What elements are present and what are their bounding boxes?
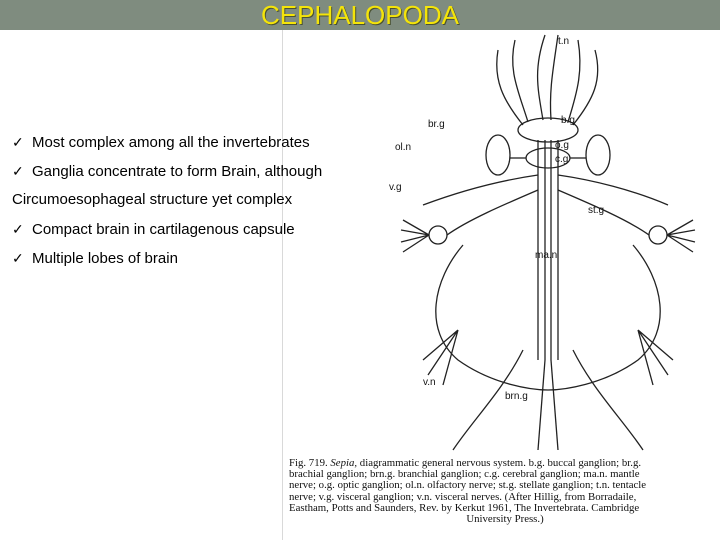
caption-species: Sepia, (330, 457, 358, 469)
label-tn: t.n (558, 36, 570, 47)
caption-line1-tail: b.g. buccal ganglion; br.g. (528, 457, 642, 469)
label-oln: ol.n (395, 142, 412, 153)
bullet-item (12, 132, 382, 161)
label-bg: b.g (561, 115, 575, 126)
label-brng: brn.g (505, 391, 528, 402)
figure-caption (289, 458, 720, 525)
bullet-text: Most complex among all the invertebrates (32, 134, 310, 151)
checkmark-icon: ✓ (12, 134, 24, 150)
label-vn: v.n (423, 377, 436, 388)
checkmark-icon: ✓ (12, 163, 24, 179)
bullet-continuation (12, 190, 382, 219)
caption-line: nerve; o.g. optic ganglion; ol.n. olfactory nerve; st.g. stellate ganglion; t.n. tentacle (289, 479, 647, 492)
checkmark-icon: ✓ (12, 221, 24, 237)
bullet-item (12, 248, 382, 277)
bullet-text: Circumoesophageal structure yet complex (12, 191, 293, 208)
bullet-item (12, 161, 382, 190)
bullet-item (12, 219, 382, 248)
bullet-text: Ganglia concentrate to form Brain, although (32, 163, 323, 180)
label-vg: v.g (389, 182, 402, 193)
label-og: o.g (555, 140, 569, 151)
caption-line: University Press.) (466, 513, 544, 526)
bullet-text: Multiple lobes of brain (32, 250, 178, 267)
label-cg: c.g (555, 154, 569, 165)
checkmark-icon: ✓ (12, 250, 24, 266)
caption-fig-number: Fig. 719. (289, 457, 328, 469)
caption-desc: diagrammatic general nervous system. (359, 457, 526, 469)
caption-line: nerve; v.g. visceral ganglion; v.n. visceral nerves. (After Hillig, from Borradaile, (289, 490, 637, 503)
label-brg: br.g (428, 119, 445, 130)
bullet-text: Compact brain in cartilagenous capsule (32, 221, 295, 238)
label-stg: st.g (588, 205, 605, 216)
caption-line: Eastham, Potts and Saunders, Rev. by Kerkut 1961, The Invertebrata. Cambridge (289, 501, 640, 514)
label-man: ma.n (535, 250, 558, 261)
caption-line: brachial ganglion; brn.g. branchial ganglion; c.g. cerebral ganglion; ma.n. mantle (289, 468, 640, 481)
slide-title: CEPHALOPODA (261, 0, 459, 30)
bullet-list (12, 132, 382, 277)
